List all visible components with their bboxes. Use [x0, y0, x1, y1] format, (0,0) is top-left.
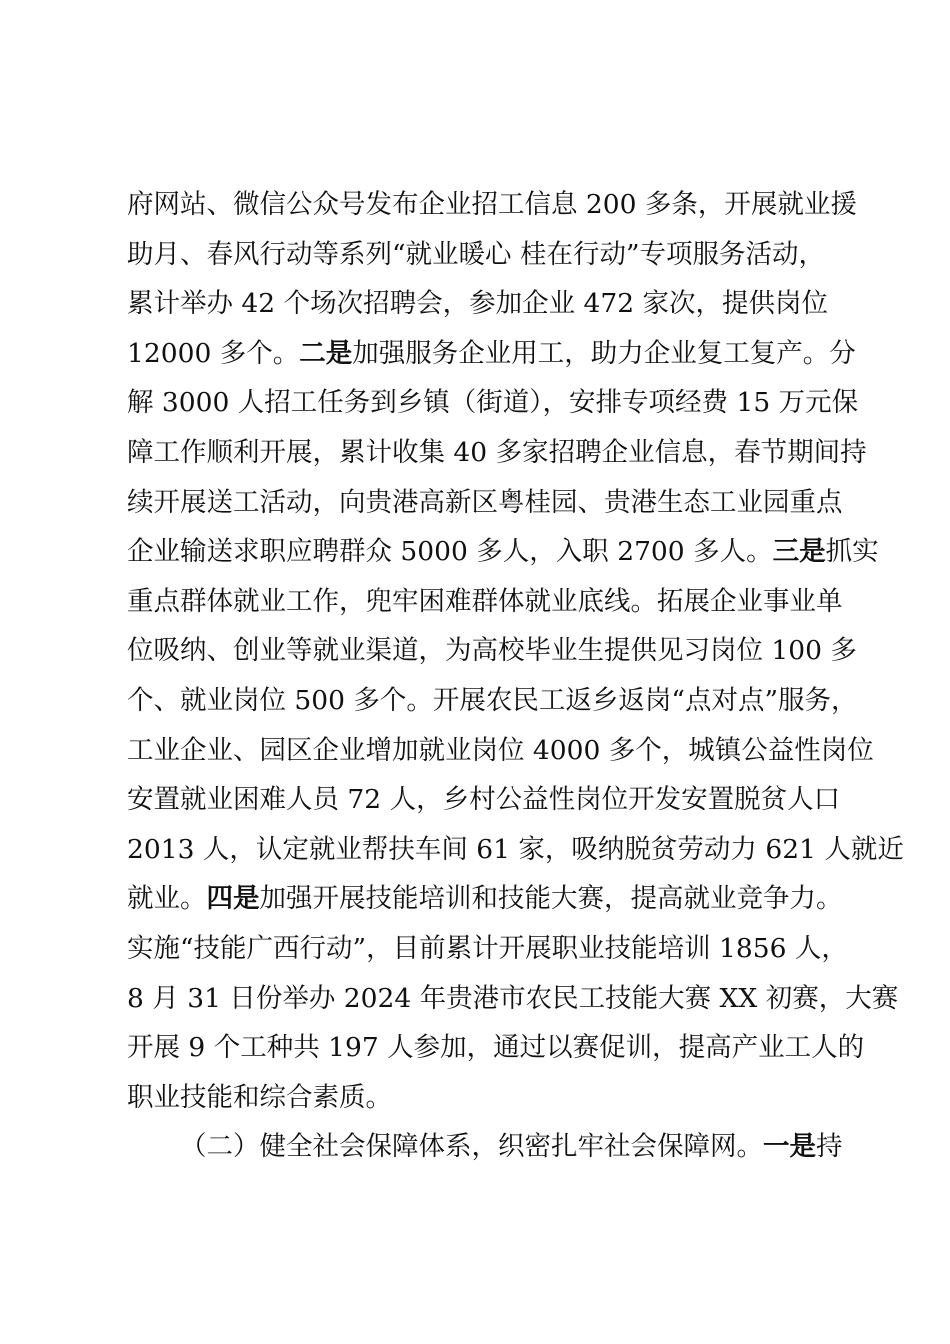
- text-segment: 加强服务企业用工，助力企业复工复产。分: [352, 337, 856, 369]
- text-line: [127, 1122, 843, 1172]
- text-segment: 就业。: [127, 883, 207, 915]
- text-line: [127, 775, 841, 825]
- text-segment: 个、就业岗位 500 多个。开展农民工返乡返岗“点对点”服务，: [127, 684, 858, 716]
- text-segment: 续开展送工活动，向贵港高新区粤桂园、贵港生态工业园重点: [127, 486, 843, 518]
- bold-lead-text: 一是: [763, 1131, 816, 1163]
- text-line: [127, 279, 837, 329]
- text-line: [127, 428, 867, 478]
- text-line: [127, 726, 874, 776]
- text-line: [127, 874, 843, 924]
- text-line: [127, 378, 859, 428]
- text-line: [127, 1023, 865, 1073]
- text-segment: 开展 9 个工种共 197 人参加，通过以赛促训，提高产业工人的: [127, 1032, 865, 1064]
- text-line: [127, 527, 879, 577]
- text-segment: 安置就业困难人员 72 人，乡村公益性岗位开发安置脱贫人口: [127, 784, 841, 816]
- text-segment: 累计举办 42 个场次招聘会，参加企业 472 家次，提供岗位: [127, 288, 828, 320]
- text-line: [127, 626, 857, 676]
- text-line: [127, 676, 858, 726]
- bold-lead-text: 三是: [772, 536, 826, 568]
- text-segment: 加强开展技能培训和技能大赛，提高就业竞争力。: [259, 883, 843, 915]
- text-segment: 助月、春风行动等系列“就业暖心 桂在行动”专项服务活动，: [127, 238, 826, 270]
- text-segment: 实施“技能广西行动”，目前累计开展职业技能培训 1856 人，: [127, 932, 848, 964]
- text-segment: 8 月 31 日份举办 2024 年贵港市农民工技能大赛 XX 初赛，大赛: [127, 982, 899, 1014]
- text-line: [127, 478, 843, 528]
- text-segment: 障工作顺利开展，累计收集 40 多家招聘企业信息，春节期间持: [127, 436, 867, 468]
- text-segment: 12000 多个。: [127, 337, 300, 369]
- text-segment: 职业技能和综合素质。: [127, 1081, 392, 1113]
- text-line: [127, 329, 856, 379]
- text-segment: 2013 人，认定就业帮扶车间 61 家，吸纳脱贫劳动力 621 人就近: [127, 833, 904, 865]
- text-line: [127, 230, 837, 280]
- text-segment: （二）健全社会保障体系，织密扎牢社会保障网。: [180, 1131, 763, 1163]
- text-line: [127, 1073, 837, 1123]
- bold-lead-text: 四是: [206, 883, 260, 915]
- text-line: [127, 825, 904, 875]
- text-segment: 企业输送求职应聘群众 5000 多人，入职 2700 多人。: [127, 536, 773, 568]
- text-segment: 抓实: [825, 536, 879, 568]
- text-segment: 解 3000 人招工任务到乡镇（街道），安排专项经费 15 万元保: [127, 387, 859, 419]
- text-line: [127, 974, 899, 1024]
- document-body-text: [127, 180, 904, 1172]
- text-segment: 重点群体就业工作，兜牢困难群体就业底线。拓展企业事业单: [127, 585, 843, 617]
- text-line: [127, 577, 843, 627]
- text-segment: 工业企业、园区企业增加就业岗位 4000 多个，城镇公益性岗位: [127, 734, 874, 766]
- bold-lead-text: 二是: [299, 337, 353, 369]
- text-line: [127, 180, 857, 230]
- text-segment: 位吸纳、创业等就业渠道，为高校毕业生提供见习岗位 100 多: [127, 635, 857, 667]
- text-segment: 持: [816, 1131, 843, 1163]
- text-segment: 府网站、微信公众号发布企业招工信息 200 多条，开展就业援: [127, 189, 857, 220]
- text-line: [127, 924, 848, 974]
